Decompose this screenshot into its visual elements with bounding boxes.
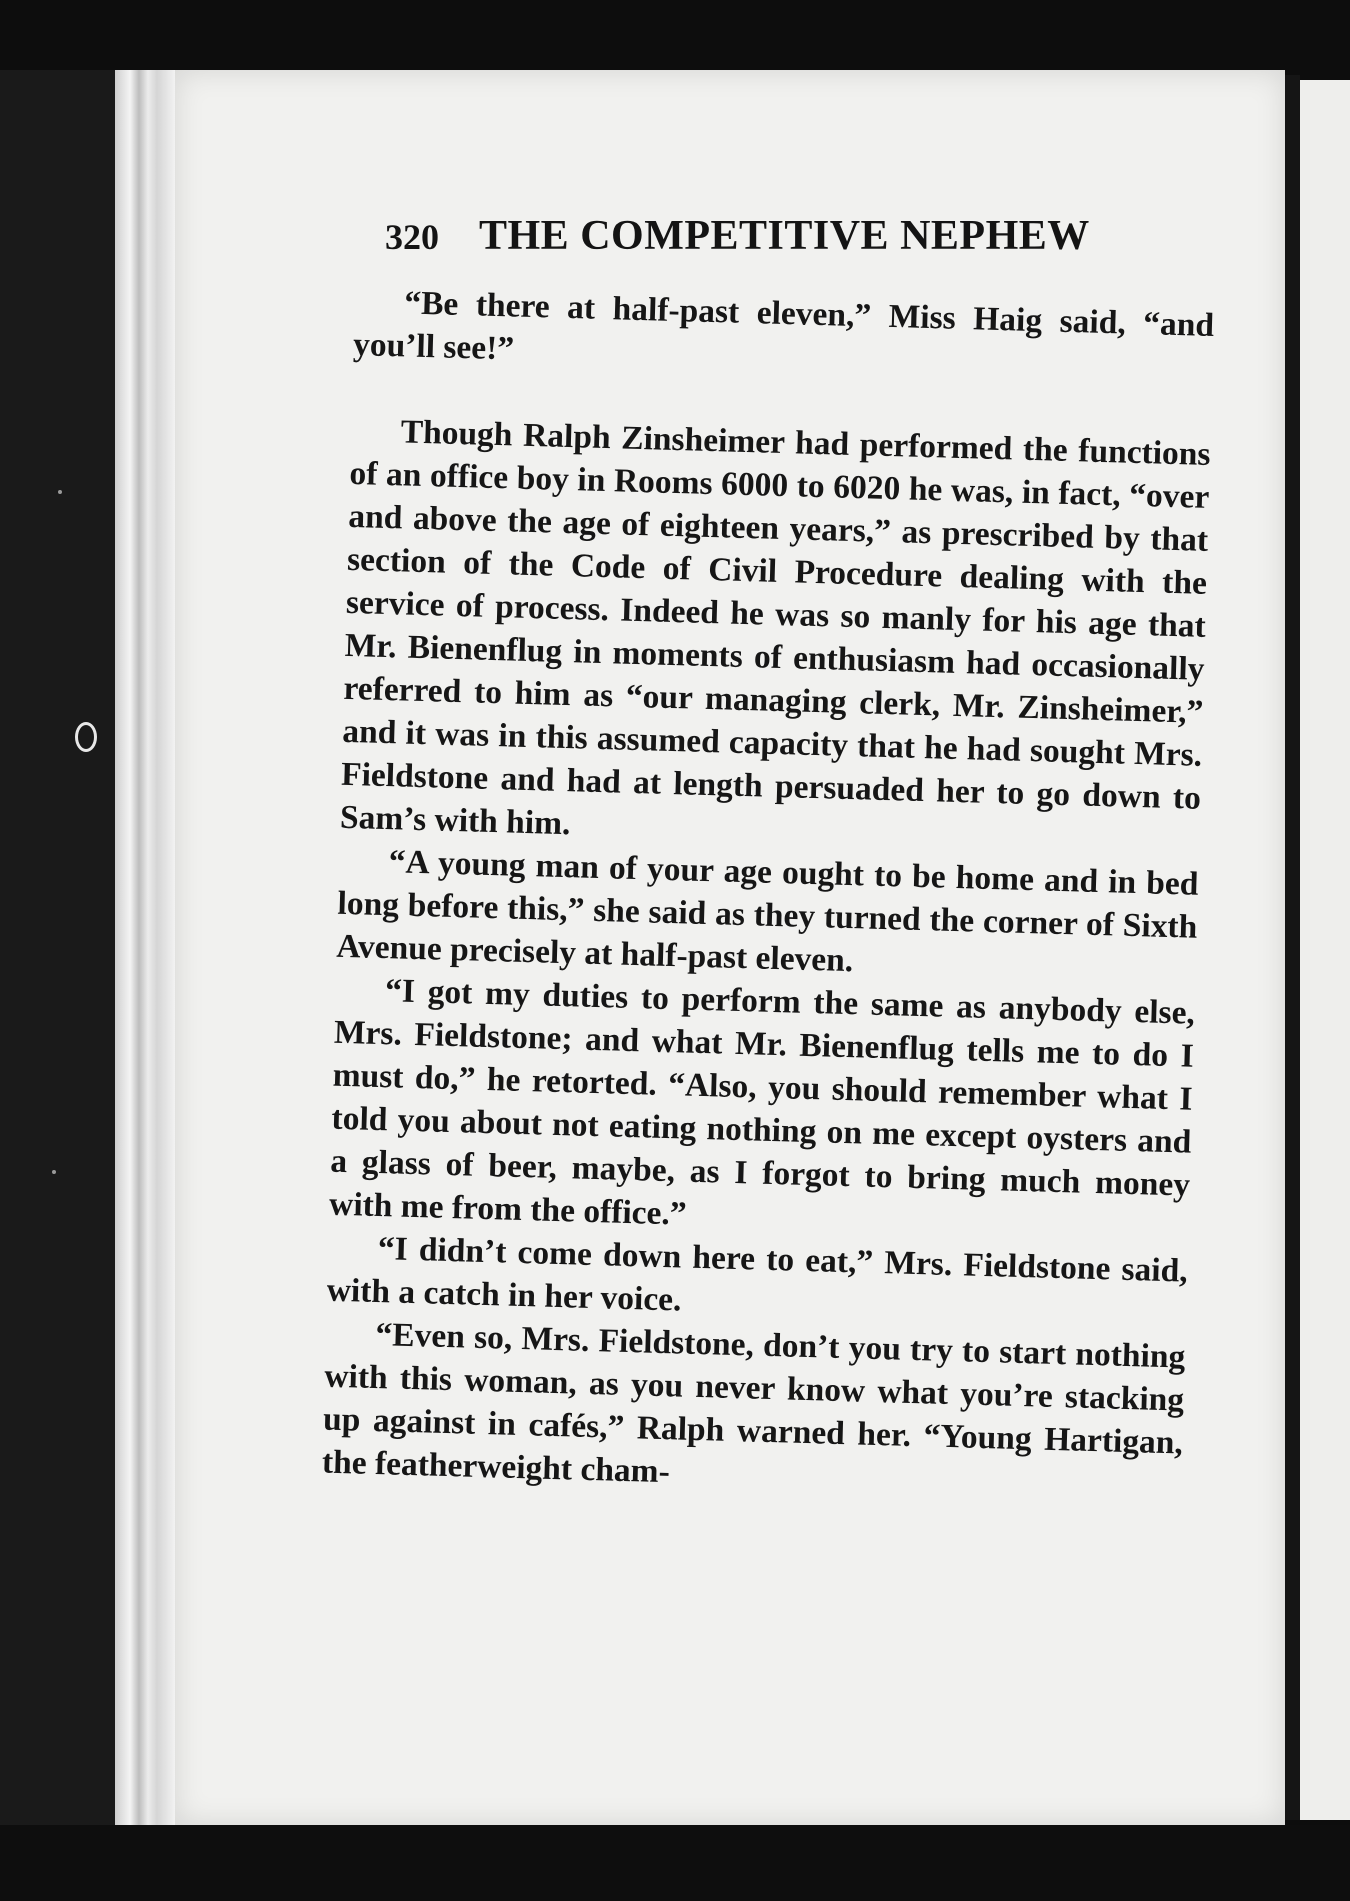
margin-speck xyxy=(52,1170,56,1174)
book-binding xyxy=(115,70,175,1825)
left-gutter xyxy=(0,70,125,1850)
page-number: 320 xyxy=(385,217,439,257)
paragraph: “I didn’t come down here to eat,” Mrs. Fieldstone said, with a catch in her voice. xyxy=(326,1230,1189,1319)
paragraph: “Be there at half-past eleven,” Miss Haig said, “and you’ll see!” xyxy=(352,284,1215,368)
paragraph: “A young man of your age ought to be home and in bed long before this,” she said as they turned the corner of Sixth Avenue precisely at half-past eleven. xyxy=(335,843,1199,980)
paragraph: “I got my duties to perform the same as anybody else, Mrs. Fieldstone; and what Mr. Bienenflug tells me to do I must do,” he retorted. “Also, you should remember what I told you about not eating nothing on me except oysters and a glass of beer, maybe, as I forgot to bring much money with me from the office.” xyxy=(328,972,1196,1233)
page-right-shadow xyxy=(1285,75,1300,1820)
margin-ring-mark xyxy=(75,722,97,752)
paragraph: “Even so, Mrs. Fieldstone, don’t you try to start nothing with this woman, as you never know what you’re stacking up against in cafés,” Ralph warned her. “Young Hartigan, the featherweight cham- xyxy=(321,1315,1186,1491)
bottom-band xyxy=(0,1825,1350,1901)
paragraph: Though Ralph Zinsheimer had performed the functions of an office boy in Rooms 6000 to 6020 he was, in fact, “over and above the age of eighteen years,” as prescribed by that section of the Code of Civil Procedure dealing with the service of process. Indeed he was so manly for his age that Mr. Bienenflug in moments of enthusiasm had occasionally referred to him as “our managing clerk, Mr. Zinsheimer,” and it was in this assumed capacity that he had sought Mrs. Fieldstone and had at length persuaded her to go down to Sam’s with him. xyxy=(339,413,1211,843)
next-page-sliver xyxy=(1300,80,1350,1820)
body-text xyxy=(321,280,1214,1508)
margin-speck xyxy=(58,490,62,494)
page-header xyxy=(385,212,1105,260)
running-title: THE COMPETITIVE NEPHEW xyxy=(479,213,1090,259)
